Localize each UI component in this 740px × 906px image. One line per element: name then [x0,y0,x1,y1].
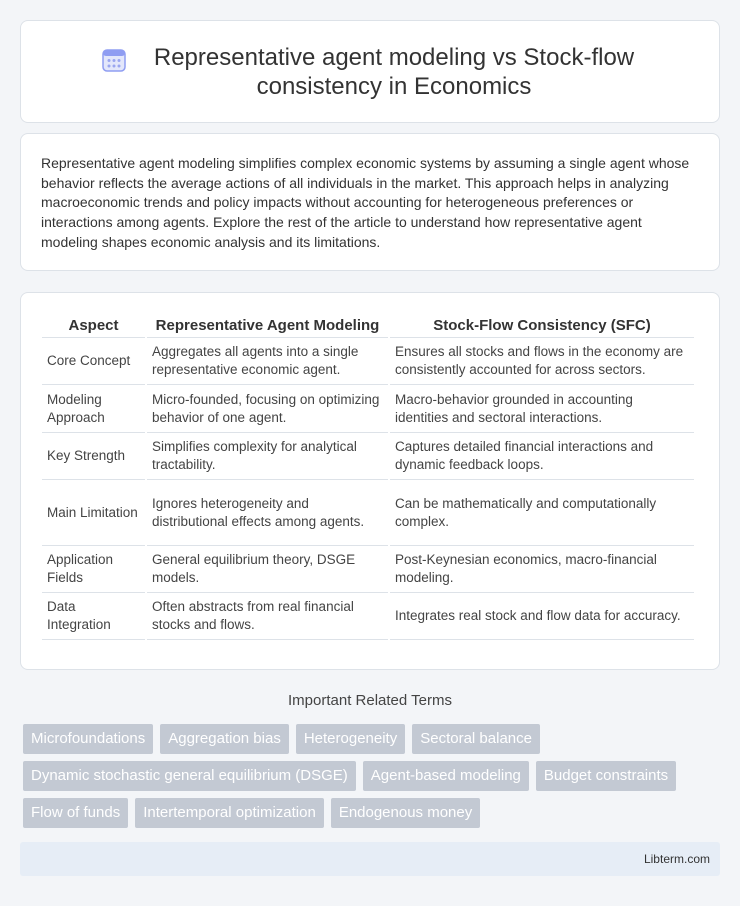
tag-row [23,724,723,754]
cell-aspect: Core Concept [42,338,145,385]
cell-sfc: Ensures all stocks and flows in the economy are consistently accounted for across sectors. [390,338,694,385]
tag-sectoral-balance[interactable]: Sectoral balance [412,724,540,754]
tag-aggregation-bias[interactable]: Aggregation bias [160,724,289,754]
table-header-row [42,313,694,338]
related-terms-heading: Important Related Terms [288,692,452,709]
cell-aspect: Application Fields [42,546,145,593]
cell-aspect: Main Limitation [42,480,145,546]
comparison-card [20,292,720,670]
tag-flow-of-funds[interactable]: Flow of funds [23,798,128,828]
cell-sfc: Macro-behavior grounded in accounting identities and sectoral interactions. [390,385,694,433]
table-row [42,480,694,546]
title-wrap [101,43,639,101]
related-terms [23,724,723,835]
cell-sfc: Can be mathematically and computationally complex. [390,480,694,546]
cell-representative-agent: Simplifies complexity for analytical tractability. [147,433,388,480]
title-card [20,20,720,123]
header-representative-agent: Representative Agent Modeling [147,313,388,338]
cell-representative-agent: Ignores heterogeneity and distributional effects among agents. [147,480,388,546]
tag-heterogeneity[interactable]: Heterogeneity [296,724,405,754]
cell-aspect: Data Integration [42,593,145,640]
footer [20,842,720,876]
cell-aspect: Key Strength [42,433,145,480]
cell-representative-agent: Aggregates all agents into a single representative economic agent. [147,338,388,385]
table-row [42,593,694,640]
tag-row [23,798,723,828]
calendar-icon [101,47,127,73]
cell-aspect: Modeling Approach [42,385,145,433]
tag-intertemporal-optimization[interactable]: Intertemporal optimization [135,798,324,828]
cell-sfc: Captures detailed financial interactions and dynamic feedback loops. [390,433,694,480]
header-aspect: Aspect [42,313,145,338]
table-row [42,338,694,385]
table-row [42,546,694,593]
tag-microfoundations[interactable]: Microfoundations [23,724,153,754]
tag-budget-constraints[interactable]: Budget constraints [536,761,676,791]
intro-paragraph: Representative agent modeling simplifies complex economic systems by assuming a single agent whose behavior reflects the average actions of all individuals in the market. This approach helps in analyzing macroeconomic trends and policy impacts without accounting for heterogeneous preferences or interactions among agents. Explore the rest of the article to understand how representative agent modeling shapes economic analysis and its limitations. [41,155,690,250]
cell-representative-agent: Micro-founded, focusing on optimizing behavior of one agent. [147,385,388,433]
table-row [42,385,694,433]
cell-representative-agent: Often abstracts from real financial stocks and flows. [147,593,388,640]
tag-agent-based-modeling[interactable]: Agent-based modeling [363,761,529,791]
page-title: Representative agent modeling vs Stock-flow consistency in Economics [153,43,635,100]
header-sfc: Stock-Flow Consistency (SFC) [390,313,694,338]
cell-sfc: Integrates real stock and flow data for accuracy. [390,593,694,640]
tag-dsge[interactable]: Dynamic stochastic general equilibrium (DSGE) [23,761,356,791]
cell-representative-agent: General equilibrium theory, DSGE models. [147,546,388,593]
footer-site-link[interactable]: Libterm.com [643,852,710,866]
comparison-table [40,313,696,640]
cell-sfc: Post-Keynesian economics, macro-financial modeling. [390,546,694,593]
table-row [42,433,694,480]
intro-card [20,133,720,271]
tag-row [23,761,723,791]
tag-endogenous-money[interactable]: Endogenous money [331,798,480,828]
